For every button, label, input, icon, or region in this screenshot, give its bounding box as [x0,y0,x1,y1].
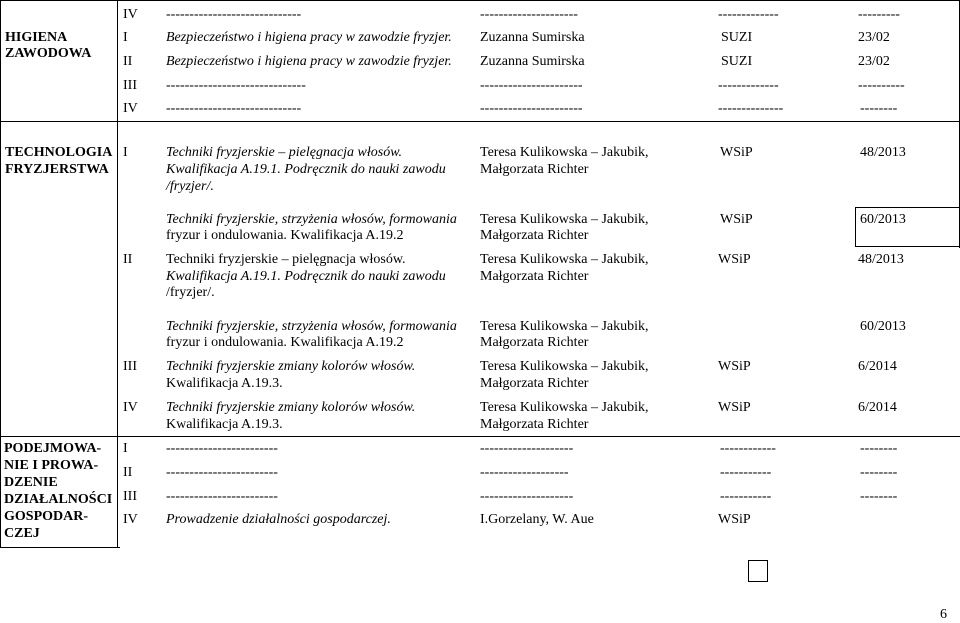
title-cell: /fryzjer/. [166,179,214,194]
title-cell: Techniki fryzjerskie, strzyżenia włosów, formowania [166,319,457,334]
page-number: 6 [940,607,947,622]
section-title: ZAWODOWA [5,46,92,61]
number-cell: 23/02 [858,30,890,45]
class-cell: III [123,78,137,93]
author-cell: Teresa Kulikowska – Jakubik, [480,145,649,160]
number-cell: 6/2014 [858,400,897,415]
cell-border-bottom [855,246,960,247]
title-cell: Kwalifikacja A.19.1. Podręcznik do nauki zawodu [166,269,446,284]
publisher-cell: WSiP [718,359,751,374]
number-cell: --------- [858,7,900,22]
title-cell: Prowadzenie działalności gospodarczej. [166,512,391,527]
publisher-cell: ------------- [718,7,779,22]
section-title: TECHNOLOGIA [5,145,113,160]
number-cell: ---------- [858,78,905,93]
author-cell: ------------------- [480,465,569,480]
publisher-cell: WSiP [718,252,751,267]
title-cell: fryzur i ondulowania. Kwalifikacja A.19.2 [166,335,404,350]
title-cell: Kwalifikacja A.19.3. [166,417,283,432]
table-border-left [0,0,1,548]
section-title: PODEJMOWA- [4,441,102,456]
author-cell: Teresa Kulikowska – Jakubik, [480,400,649,415]
author-cell: ---------------------- [480,101,583,116]
title-cell: Techniki fryzjerskie – pielęgnacja włosów. [166,145,403,160]
author-cell: --------------------- [480,7,578,22]
publisher-cell: -------------- [718,101,784,116]
empty-checkbox-icon [748,560,768,582]
publisher-cell: ------------ [720,441,776,456]
title-cell: ------------------------------ [166,78,306,93]
class-cell: IV [123,7,138,22]
author-cell: Małgorzata Richter [480,417,589,432]
title-cell: Bezpieczeństwo i higiena pracy w zawodzie fryzjer. [166,30,452,45]
class-cell: III [123,489,137,504]
publisher-cell: WSiP [720,145,753,160]
class-cell: IV [123,400,138,415]
cell-border-top [855,207,960,208]
author-cell: Teresa Kulikowska – Jakubik, [480,359,649,374]
number-cell: 48/2013 [858,252,904,267]
author-cell: Teresa Kulikowska – Jakubik, [480,212,649,227]
author-cell: Zuzanna Sumirska [480,30,585,45]
title-cell: Techniki fryzjerskie, strzyżenia włosów, formowania [166,212,457,227]
publisher-cell: WSiP [720,212,753,227]
title-cell: Kwalifikacja A.19.1. Podręcznik do nauki zawodu [166,162,446,177]
table-border-top [0,0,960,1]
author-cell: Małgorzata Richter [480,335,589,350]
section-title: DZIAŁALNOŚCI [4,492,113,507]
author-cell: Małgorzata Richter [480,162,589,177]
author-cell: Małgorzata Richter [480,269,589,284]
publisher-cell: ----------- [720,489,772,504]
section-title: DZENIE [4,475,58,490]
section-title: NIE I PROWA- [4,458,99,473]
author-cell: -------------------- [480,441,574,456]
section-title: HIGIENA [5,30,68,45]
author-cell: Małgorzata Richter [480,376,589,391]
publisher-cell: SUZI [721,54,753,69]
title-cell: fryzur i ondulowania. Kwalifikacja A.19.2 [166,228,404,243]
publisher-cell: SUZI [721,30,753,45]
class-cell: II [123,54,133,69]
author-cell: -------------------- [480,489,574,504]
author-cell: Zuzanna Sumirska [480,54,585,69]
number-cell: 23/02 [858,54,890,69]
number-cell: 60/2013 [860,212,906,227]
title-cell: Techniki fryzjerskie zmiany kolorów włosów. [166,400,416,415]
row-divider-higiena-end [0,121,960,122]
title-cell: ------------------------ [166,489,278,504]
class-cell: I [123,145,128,160]
class-cell: III [123,359,137,374]
author-cell: I.Gorzelany, W. Aue [480,512,594,527]
title-cell: ----------------------------- [166,101,302,116]
cell-border-left [855,207,856,247]
section-title: CZEJ [4,526,40,541]
class-cell: II [123,252,133,267]
class-cell: I [123,30,128,45]
title-cell: /fryzjer/. [166,285,215,300]
number-cell: 6/2014 [858,359,897,374]
number-cell: -------- [860,489,898,504]
number-cell: 48/2013 [860,145,906,160]
number-cell: -------- [860,441,898,456]
title-cell: Kwalifikacja A.19.3. [166,376,283,391]
class-cell: II [123,465,133,480]
publisher-cell: WSiP [718,512,751,527]
title-cell: Bezpieczeństwo i higiena pracy w zawodzie fryzjer. [166,54,452,69]
row-divider-technologia-end [0,436,960,437]
number-cell: -------- [860,465,898,480]
author-cell: Teresa Kulikowska – Jakubik, [480,319,649,334]
title-cell: ----------------------------- [166,7,302,22]
title-cell [166,251,406,268]
table-border-bottom [0,547,120,548]
author-cell: Małgorzata Richter [480,228,589,243]
title-cell: Techniki fryzjerskie zmiany kolorów włosów. [166,359,416,374]
publisher-cell: ------------- [718,78,779,93]
number-cell: -------- [860,101,898,116]
class-cell: I [123,441,128,456]
section-title: FRYZJERSTWA [5,162,109,177]
column-divider-class [117,0,118,548]
class-cell: IV [123,101,138,116]
title-cell: ------------------------ [166,465,278,480]
class-cell: IV [123,512,138,527]
publisher-cell: ----------- [720,465,772,480]
number-cell: 60/2013 [860,319,906,334]
title-cell: ------------------------ [166,441,278,456]
author-cell: ---------------------- [480,78,583,93]
publisher-cell: WSiP [718,400,751,415]
title-part: Techniki fryzjerskie – pielęgnacja włosów. [166,252,406,267]
section-title: GOSPODAR- [4,509,88,524]
author-cell: Teresa Kulikowska – Jakubik, [480,252,649,267]
